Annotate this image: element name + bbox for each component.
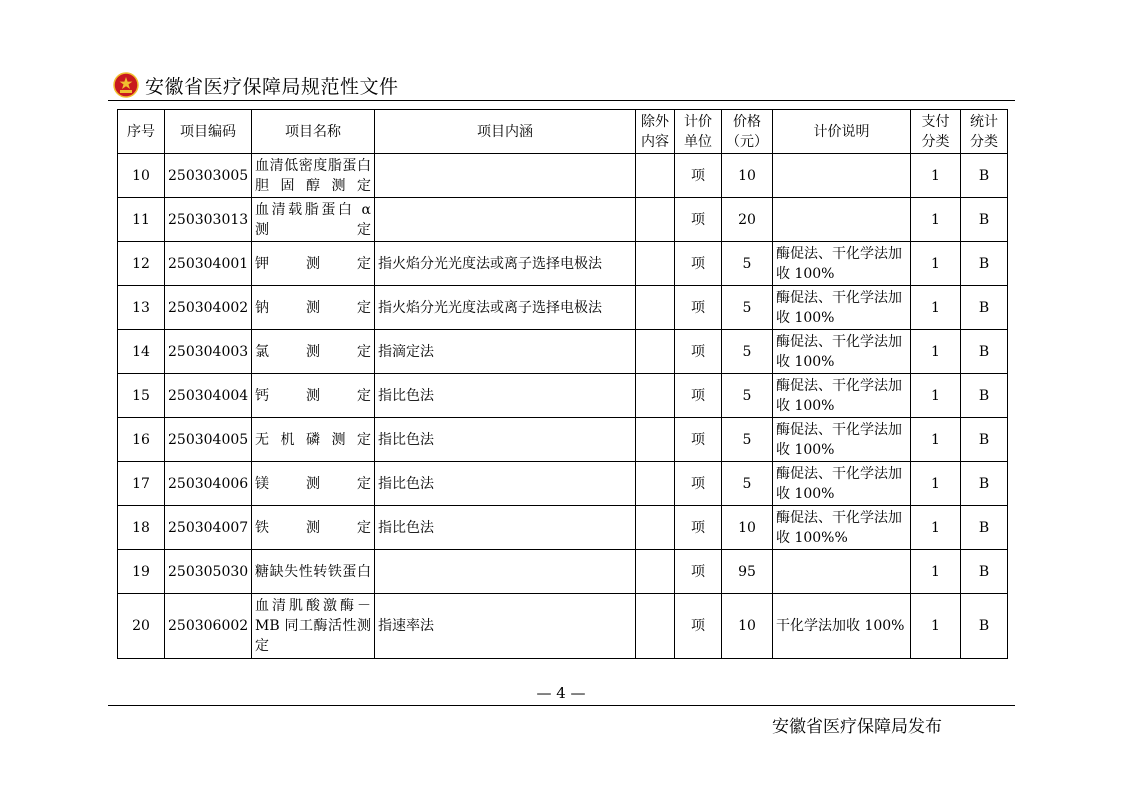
table-cell-content: 指比色法	[375, 462, 636, 506]
table-cell-excluded	[636, 198, 675, 242]
table-cell-stat: B	[961, 550, 1008, 594]
table-cell-no: 13	[118, 286, 165, 330]
table-cell-no: 12	[118, 242, 165, 286]
table-cell-unit: 项	[675, 550, 722, 594]
column-header: 统计 分类	[961, 110, 1008, 154]
column-header: 项目编码	[165, 110, 252, 154]
table-cell-note: 酶促法、干化学法加收 100%	[773, 462, 911, 506]
table-row	[118, 462, 1008, 506]
table-body	[118, 154, 1008, 659]
table-cell-code: 250304007	[165, 506, 252, 550]
table-cell-no: 18	[118, 506, 165, 550]
table-cell-excluded	[636, 506, 675, 550]
table-cell-content: 指滴定法	[375, 330, 636, 374]
table-cell-no: 19	[118, 550, 165, 594]
table-cell-no: 14	[118, 330, 165, 374]
table-cell-note	[773, 550, 911, 594]
table-cell-stat: B	[961, 242, 1008, 286]
table-cell-unit: 项	[675, 506, 722, 550]
table-cell-unit: 项	[675, 374, 722, 418]
table-cell-stat: B	[961, 286, 1008, 330]
table-cell-price: 5	[722, 374, 773, 418]
table-cell-note: 酶促法、干化学法加收 100%	[773, 374, 911, 418]
header-rule	[108, 100, 1015, 101]
table-cell-code: 250306002	[165, 594, 252, 659]
table-cell-name: 无机磷测定	[252, 418, 375, 462]
table-cell-price: 10	[722, 594, 773, 659]
column-header: 项目名称	[252, 110, 375, 154]
table-cell-content: 指速率法	[375, 594, 636, 659]
table-cell-pay: 1	[911, 330, 961, 374]
table-cell-stat: B	[961, 374, 1008, 418]
table-cell-no: 16	[118, 418, 165, 462]
table-cell-name: 血清载脂蛋白 α 测定	[252, 198, 375, 242]
table-cell-stat: B	[961, 198, 1008, 242]
table-cell-unit: 项	[675, 242, 722, 286]
table-cell-note	[773, 198, 911, 242]
table-cell-note: 酶促法、干化学法加收 100%	[773, 418, 911, 462]
table-cell-excluded	[636, 154, 675, 198]
column-header: 计价说明	[773, 110, 911, 154]
column-header: 价格 （元）	[722, 110, 773, 154]
table-cell-no: 11	[118, 198, 165, 242]
table-cell-stat: B	[961, 330, 1008, 374]
table-cell-unit: 项	[675, 286, 722, 330]
table-cell-pay: 1	[911, 198, 961, 242]
table-cell-code: 250304006	[165, 462, 252, 506]
table-cell-content: 指比色法	[375, 418, 636, 462]
table-cell-name: 钙测定	[252, 374, 375, 418]
footer-publisher: 安徽省医疗保障局发布	[772, 717, 942, 737]
table-cell-name: 钠测定	[252, 286, 375, 330]
column-header: 除外 内容	[636, 110, 675, 154]
table-cell-price: 10	[722, 506, 773, 550]
table-cell-pay: 1	[911, 374, 961, 418]
table-cell-note	[773, 154, 911, 198]
table-cell-price: 20	[722, 198, 773, 242]
column-header: 支付 分类	[911, 110, 961, 154]
table-row	[118, 242, 1008, 286]
table-cell-excluded	[636, 462, 675, 506]
column-header: 计价 单位	[675, 110, 722, 154]
table-cell-stat: B	[961, 154, 1008, 198]
table-cell-content: 指火焰分光光度法或离子选择电极法	[375, 242, 636, 286]
table-cell-content: 指比色法	[375, 374, 636, 418]
table-cell-no: 15	[118, 374, 165, 418]
table-cell-code: 250304004	[165, 374, 252, 418]
table-cell-excluded	[636, 330, 675, 374]
table-cell-price: 5	[722, 330, 773, 374]
table-cell-pay: 1	[911, 462, 961, 506]
price-table	[117, 109, 1008, 659]
table-cell-excluded	[636, 242, 675, 286]
table-cell-note: 酶促法、干化学法加收 100%%	[773, 506, 911, 550]
table-cell-note: 酶促法、干化学法加收 100%	[773, 330, 911, 374]
column-header: 序号	[118, 110, 165, 154]
table-row	[118, 198, 1008, 242]
table-row	[118, 374, 1008, 418]
table-row	[118, 154, 1008, 198]
table-cell-pay: 1	[911, 594, 961, 659]
table-cell-stat: B	[961, 418, 1008, 462]
table-cell-excluded	[636, 418, 675, 462]
table-row	[118, 550, 1008, 594]
table-row	[118, 594, 1008, 659]
table-header-row	[118, 110, 1008, 154]
table-cell-stat: B	[961, 594, 1008, 659]
table-cell-content	[375, 198, 636, 242]
table-cell-content: 指比色法	[375, 506, 636, 550]
table-cell-name: 糖缺失性转铁蛋白	[252, 550, 375, 594]
header-title: 安徽省医疗保障局规范性文件	[145, 75, 399, 98]
table-cell-name: 血清低密度脂蛋白胆固醇测定	[252, 154, 375, 198]
table-cell-unit: 项	[675, 330, 722, 374]
table-cell-name: 氯测定	[252, 330, 375, 374]
table-cell-note: 酶促法、干化学法加收 100%	[773, 286, 911, 330]
table-row	[118, 506, 1008, 550]
table-cell-price: 5	[722, 462, 773, 506]
table-cell-content	[375, 154, 636, 198]
table-cell-pay: 1	[911, 506, 961, 550]
table-cell-code: 250305030	[165, 550, 252, 594]
table-cell-code: 250304001	[165, 242, 252, 286]
table-cell-price: 95	[722, 550, 773, 594]
table-cell-note: 干化学法加收 100%	[773, 594, 911, 659]
national-emblem-icon	[113, 72, 139, 98]
table-cell-excluded	[636, 550, 675, 594]
table-cell-code: 250304002	[165, 286, 252, 330]
table-cell-unit: 项	[675, 418, 722, 462]
table-cell-note: 酶促法、干化学法加收 100%	[773, 242, 911, 286]
table-cell-price: 10	[722, 154, 773, 198]
table-cell-unit: 项	[675, 594, 722, 659]
table-cell-no: 17	[118, 462, 165, 506]
table-cell-name: 血清肌酸激酶－MB 同工酶活性测定	[252, 594, 375, 659]
table-cell-name: 钾测定	[252, 242, 375, 286]
table-cell-content	[375, 550, 636, 594]
table-row	[118, 418, 1008, 462]
table-cell-code: 250303013	[165, 198, 252, 242]
table-row	[118, 286, 1008, 330]
table-cell-stat: B	[961, 506, 1008, 550]
document-header	[113, 70, 399, 100]
table-cell-price: 5	[722, 286, 773, 330]
table-cell-code: 250304003	[165, 330, 252, 374]
table-cell-pay: 1	[911, 286, 961, 330]
table-cell-unit: 项	[675, 198, 722, 242]
table-cell-pay: 1	[911, 154, 961, 198]
table-row	[118, 330, 1008, 374]
table-cell-price: 5	[722, 242, 773, 286]
footer-rule	[108, 705, 1015, 706]
table-cell-price: 5	[722, 418, 773, 462]
table-cell-no: 20	[118, 594, 165, 659]
table-cell-excluded	[636, 286, 675, 330]
table-cell-excluded	[636, 594, 675, 659]
column-header: 项目内涵	[375, 110, 636, 154]
table-cell-pay: 1	[911, 418, 961, 462]
table-cell-no: 10	[118, 154, 165, 198]
table-cell-excluded	[636, 374, 675, 418]
table-cell-code: 250303005	[165, 154, 252, 198]
table-cell-code: 250304005	[165, 418, 252, 462]
table-cell-unit: 项	[675, 462, 722, 506]
table-cell-pay: 1	[911, 242, 961, 286]
table-cell-name: 镁测定	[252, 462, 375, 506]
table-cell-name: 铁测定	[252, 506, 375, 550]
table-cell-pay: 1	[911, 550, 961, 594]
table-cell-stat: B	[961, 462, 1008, 506]
table-cell-content: 指火焰分光光度法或离子选择电极法	[375, 286, 636, 330]
table-cell-unit: 项	[675, 154, 722, 198]
page-number: — 4 —	[536, 684, 586, 702]
